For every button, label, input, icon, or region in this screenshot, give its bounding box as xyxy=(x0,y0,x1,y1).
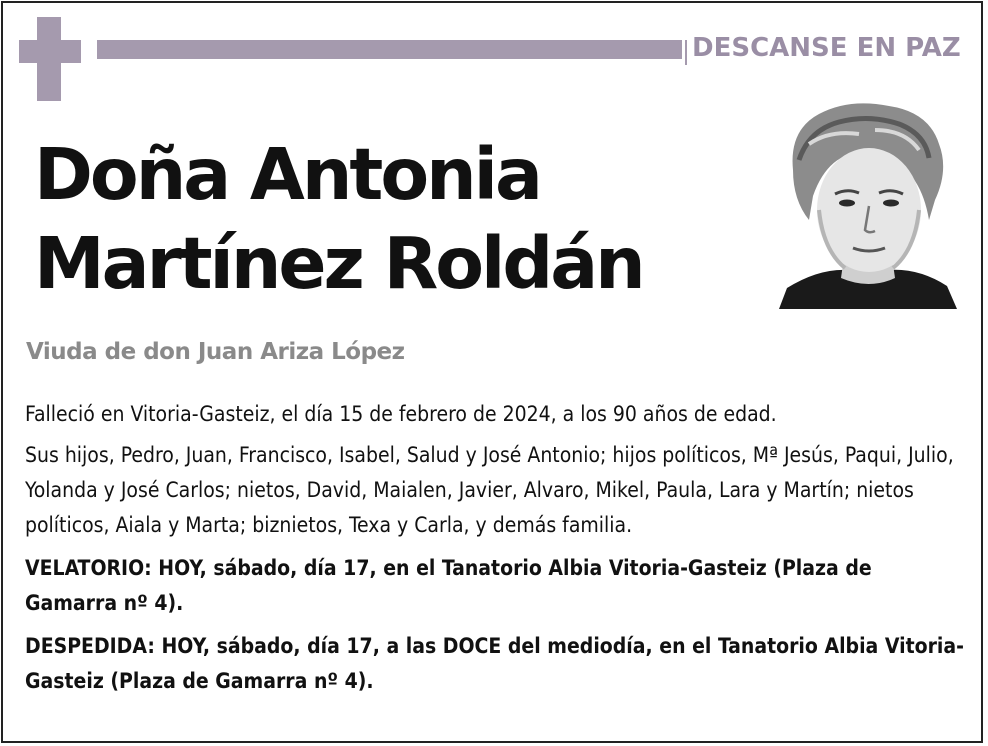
name-line-2: Martínez Roldán xyxy=(34,222,643,305)
portrait-photo-icon xyxy=(779,100,957,309)
header-bar xyxy=(97,40,682,59)
wake-paragraph: VELATORIO: HOY, sábado, día 17, en el Tanatorio Albia Vitoria-Gasteiz (Plaza de Gamarra nº 4). xyxy=(25,556,872,615)
farewell-paragraph: DESPEDIDA: HOY, sábado, día 17, a las DOCE del mediodía, en el Tanatorio Albia Vitoria-Gasteiz (Plaza de Gamarra nº 4). xyxy=(25,634,964,693)
widow-subtitle: Viuda de don Juan Ariza López xyxy=(26,339,405,365)
portrait-photo xyxy=(779,100,957,309)
family-paragraph: Sus hijos, Pedro, Juan, Francisco, Isabel, Salud y José Antonio; hijos políticos, Mª Jesús, Paqui, Julio, Yolanda y José Carlos; nietos, David, Maialen, Javier, Alvaro, Mikel, Paula, Lara y Martín; nietos políticos, Aiala y Marta; biznietos, Texa y Carla, y demás familia. xyxy=(25,443,954,537)
header-label: DESCANSE EN PAZ xyxy=(692,33,961,63)
cross-icon-bar xyxy=(19,40,81,63)
obituary-body xyxy=(25,397,965,699)
death-paragraph: Falleció en Vitoria-Gasteiz, el día 15 de febrero de 2024, a los 90 años de edad. xyxy=(25,402,777,426)
header-separator xyxy=(685,40,687,65)
deceased-name xyxy=(34,130,643,308)
name-line-1: Doña Antonia xyxy=(34,133,540,216)
